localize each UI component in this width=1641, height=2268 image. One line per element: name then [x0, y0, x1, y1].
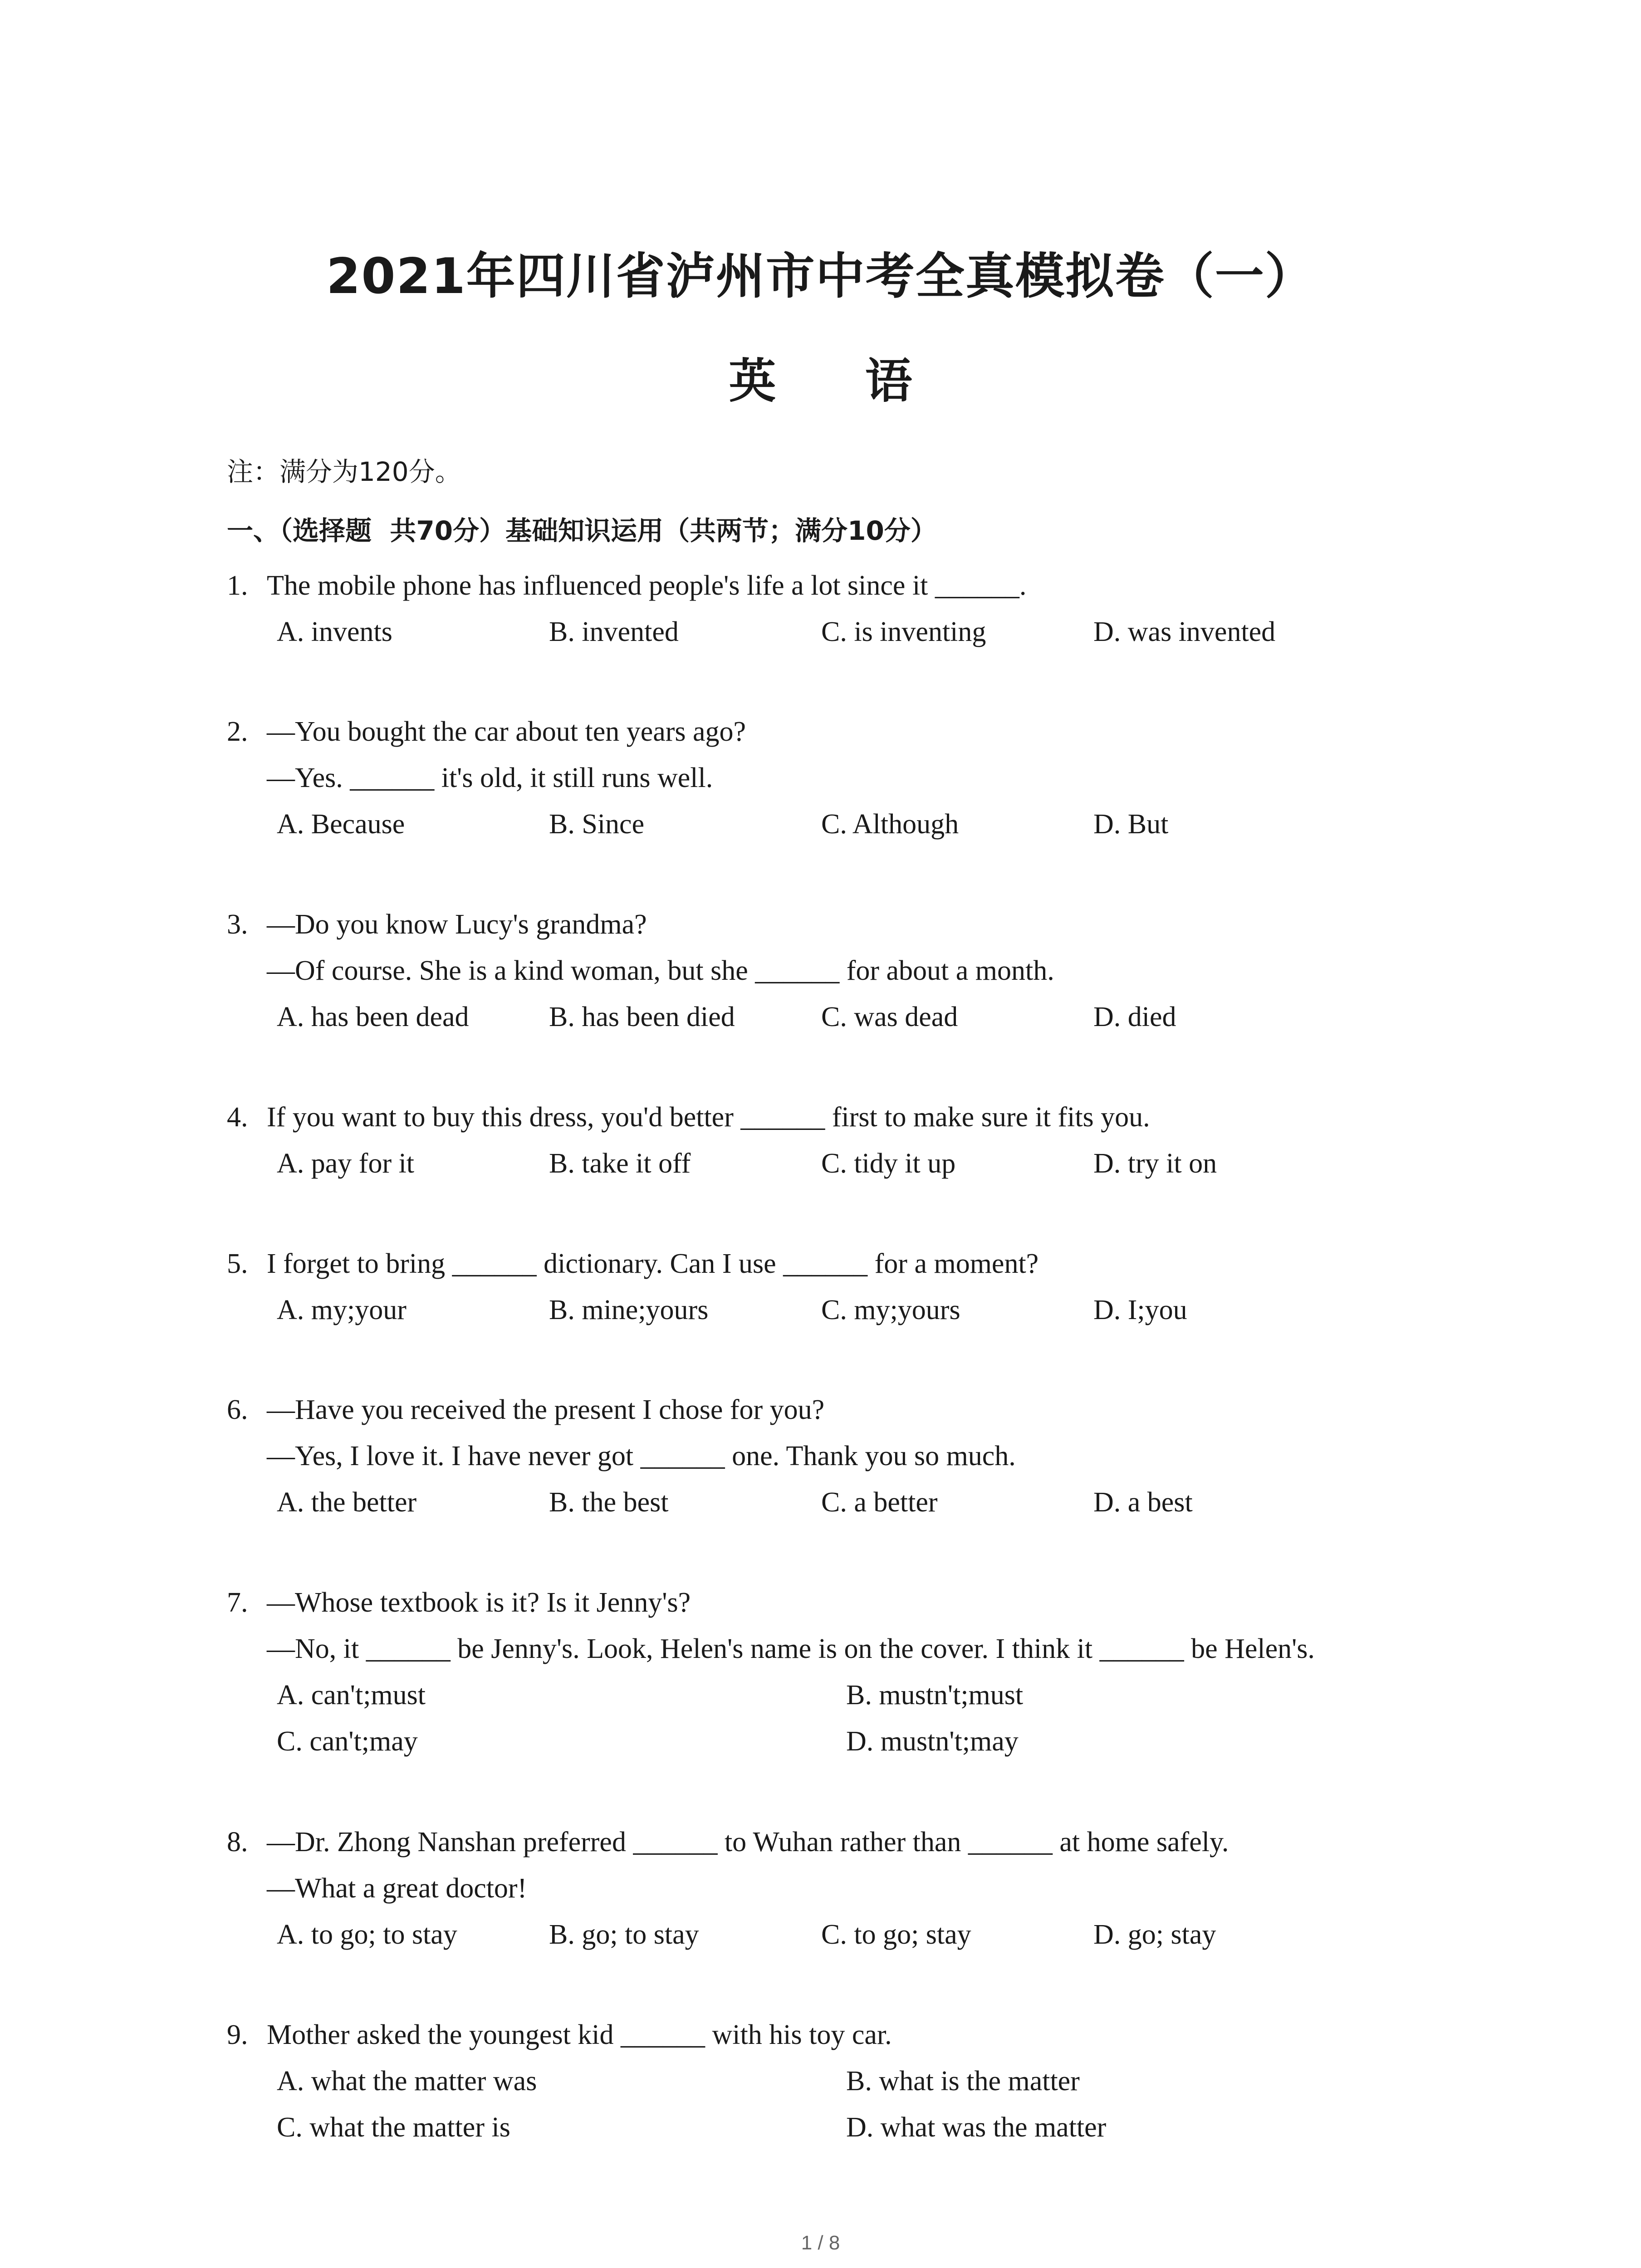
- option-b: B. invented: [549, 616, 679, 647]
- option-c: C. a better: [821, 1487, 938, 1518]
- option-a: A. has been dead: [277, 1002, 469, 1032]
- question-number: 6.: [227, 1394, 248, 1425]
- question-number: 1.: [227, 570, 248, 601]
- option-b: B. Since: [549, 809, 645, 840]
- option-c: C. is inventing: [821, 616, 986, 647]
- options-row: [277, 1479, 1497, 1525]
- question-5: [227, 1241, 1497, 1333]
- option-d: D. died: [1093, 1002, 1176, 1032]
- question-number: 7.: [227, 1587, 248, 1618]
- options-row: [277, 801, 1497, 847]
- options-row: [277, 2058, 1497, 2104]
- question-3: [227, 901, 1497, 1040]
- question-9: [227, 2012, 1497, 2151]
- question-line: —What a great doctor!: [267, 1873, 527, 1904]
- question-number: 3.: [227, 909, 248, 940]
- option-b: B. what is the matter: [846, 2066, 1080, 2097]
- question-1: [227, 562, 1497, 655]
- option-b: B. mine;yours: [549, 1295, 709, 1325]
- option-d: D. go; stay: [1093, 1919, 1216, 1950]
- option-c: C. can't;may: [277, 1726, 418, 1757]
- question-number: 2.: [227, 716, 248, 747]
- option-c: C. tidy it up: [821, 1148, 956, 1179]
- option-b: B. mustn't;must: [846, 1680, 1024, 1711]
- question-stem: —Whose textbook is it? Is it Jenny's?: [267, 1587, 691, 1618]
- question-2: [227, 709, 1497, 847]
- option-b: B. the best: [549, 1487, 669, 1518]
- exam-title: 2021年四川省泸州市中考全真模拟卷（一）: [326, 248, 1315, 305]
- option-a: A. the better: [277, 1487, 417, 1518]
- option-a: A. to go; to stay: [277, 1919, 457, 1950]
- option-a: A. what the matter was: [277, 2066, 537, 2097]
- options-row: [277, 609, 1497, 655]
- option-c: C. to go; stay: [821, 1919, 971, 1950]
- option-a: A. can't;must: [277, 1680, 426, 1711]
- options-row: [277, 2104, 1497, 2151]
- question-stem: —Have you received the present I chose for you?: [267, 1394, 825, 1425]
- question-stem: Mother asked the youngest kid ______ with his toy car.: [267, 2019, 892, 2050]
- options-row: [277, 1672, 1497, 1718]
- subject-title: 英 语: [729, 353, 949, 409]
- option-d: D. a best: [1093, 1487, 1193, 1518]
- option-c: C. what the matter is: [277, 2112, 510, 2143]
- option-d: D. try it on: [1093, 1148, 1217, 1179]
- question-line: —Yes, I love it. I have never got ______ one. Thank you so much.: [267, 1441, 1016, 1471]
- option-c: C. was dead: [821, 1002, 958, 1032]
- option-c: C. Although: [821, 809, 959, 840]
- question-stem: —You bought the car about ten years ago?: [267, 716, 746, 747]
- question-6: [227, 1387, 1497, 1525]
- question-8: [227, 1819, 1497, 1958]
- question-line: —Yes. ______ it's old, it still runs well.: [267, 763, 713, 793]
- option-d: D. what was the matter: [846, 2112, 1107, 2143]
- options-row: [277, 1911, 1497, 1958]
- options-row: [277, 1287, 1497, 1333]
- options-row: [277, 994, 1497, 1040]
- question-7: [227, 1579, 1497, 1765]
- option-a: A. my;your: [277, 1295, 407, 1325]
- question-4: [227, 1094, 1497, 1187]
- option-b: B. has been died: [549, 1002, 735, 1032]
- question-stem: —Dr. Zhong Nanshan preferred ______ to Wuhan rather than ______ at home safely.: [267, 1827, 1229, 1857]
- question-line: —No, it ______ be Jenny's. Look, Helen's name is on the cover. I think it ______ be Helen's.: [267, 1633, 1315, 1664]
- option-d: D. mustn't;may: [846, 1726, 1019, 1757]
- option-a: A. invents: [277, 616, 392, 647]
- option-c: C. my;yours: [821, 1295, 960, 1325]
- question-stem: —Do you know Lucy's grandma?: [267, 909, 647, 940]
- score-note: 注：满分为120分。: [227, 456, 461, 487]
- page-number: 1 / 8: [801, 2232, 840, 2254]
- question-number: 8.: [227, 1827, 248, 1857]
- option-d: D. I;you: [1093, 1295, 1187, 1325]
- question-number: 4.: [227, 1102, 248, 1133]
- question-line: —Of course. She is a kind woman, but she ______ for about a month.: [267, 955, 1054, 986]
- option-a: A. Because: [277, 809, 405, 840]
- options-row: [277, 1140, 1497, 1187]
- options-row: [277, 1718, 1497, 1765]
- question-stem: I forget to bring ______ dictionary. Can I use ______ for a moment?: [267, 1248, 1039, 1279]
- question-number: 9.: [227, 2019, 248, 2050]
- section-heading: 一、（选择题 共70分）基础知识运用（共两节；满分10分）: [227, 515, 937, 546]
- option-d: D. But: [1093, 809, 1169, 840]
- option-d: D. was invented: [1093, 616, 1276, 647]
- option-b: B. take it off: [549, 1148, 691, 1179]
- question-stem: The mobile phone has influenced people's life a lot since it ______.: [267, 570, 1027, 601]
- question-stem: If you want to buy this dress, you'd better ______ first to make sure it fits you.: [267, 1102, 1150, 1133]
- option-b: B. go; to stay: [549, 1919, 699, 1950]
- option-a: A. pay for it: [277, 1148, 415, 1179]
- question-number: 5.: [227, 1248, 248, 1279]
